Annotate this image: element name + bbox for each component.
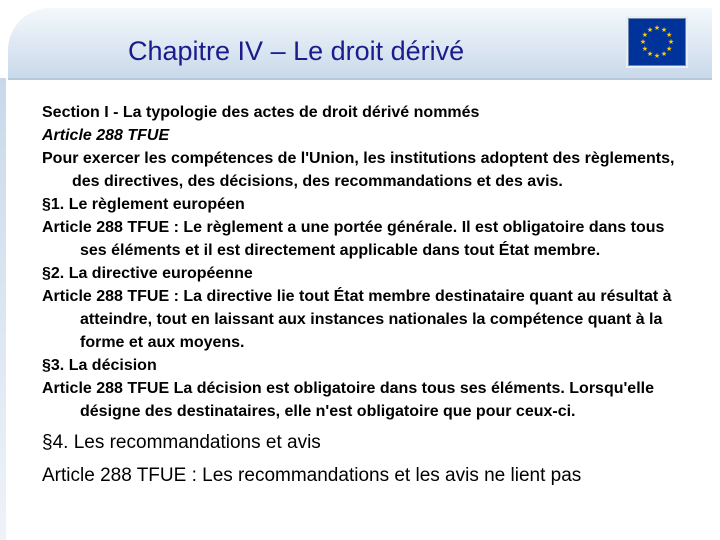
- eu-flag-stars: [629, 19, 685, 65]
- eu-flag-icon: [628, 18, 686, 66]
- flag-star-icon: ★: [646, 26, 654, 34]
- flag-star-icon: ★: [660, 26, 668, 34]
- regulation-heading: §1. Le règlement européen: [42, 196, 245, 213]
- flag-star-icon: ★: [665, 32, 673, 39]
- flag-star-icon: ★: [641, 46, 649, 53]
- section-heading: Section I - La typologie des actes de droit dérivé nommés: [42, 104, 480, 121]
- flag-star-icon: ★: [653, 25, 661, 32]
- slide-body: [42, 101, 682, 489]
- recommendations-text: Article 288 TFUE : Les recommandations et les avis ne lient pas: [42, 465, 582, 486]
- flag-star-icon: ★: [653, 53, 661, 60]
- recommendations-heading: §4. Les recommandations et avis: [42, 432, 321, 453]
- decision-heading: §3. La décision: [42, 357, 157, 374]
- directive-text: Article 288 TFUE : La directive lie tout État membre destinataire quant au résultat à atteindre, tout en laissant aux instances nationales la compétence quant à la forme et aux moyens.: [42, 288, 672, 351]
- decision-text: Article 288 TFUE La décision est obligatoire dans tous ses éléments. Lorsqu'elle désigne des destinataires, elle n'est obligatoire que pour ceux-ci.: [42, 380, 654, 420]
- side-decoration: [0, 78, 6, 540]
- slide-title: Chapitre IV – Le droit dérivé: [128, 36, 465, 66]
- regulation-text: Article 288 TFUE : Le règlement a une portée générale. Il est obligatoire dans tous ses éléments et il est directement applicable dans tout État membre.: [42, 219, 665, 259]
- flag-star-icon: ★: [639, 39, 647, 46]
- flag-star-icon: ★: [660, 51, 668, 59]
- flag-star-icon: ★: [665, 46, 673, 53]
- directive-heading: §2. La directive européenne: [42, 265, 253, 282]
- flag-star-icon: ★: [646, 51, 654, 59]
- intro-paragraph: Pour exercer les compétences de l'Union, les institutions adoptent des règlements, des directives, des décisions, des recommandations et des avis.: [42, 150, 675, 190]
- flag-star-icon: ★: [641, 32, 649, 39]
- flag-star-icon: ★: [667, 39, 675, 46]
- article-reference: Article 288 TFUE: [42, 127, 170, 144]
